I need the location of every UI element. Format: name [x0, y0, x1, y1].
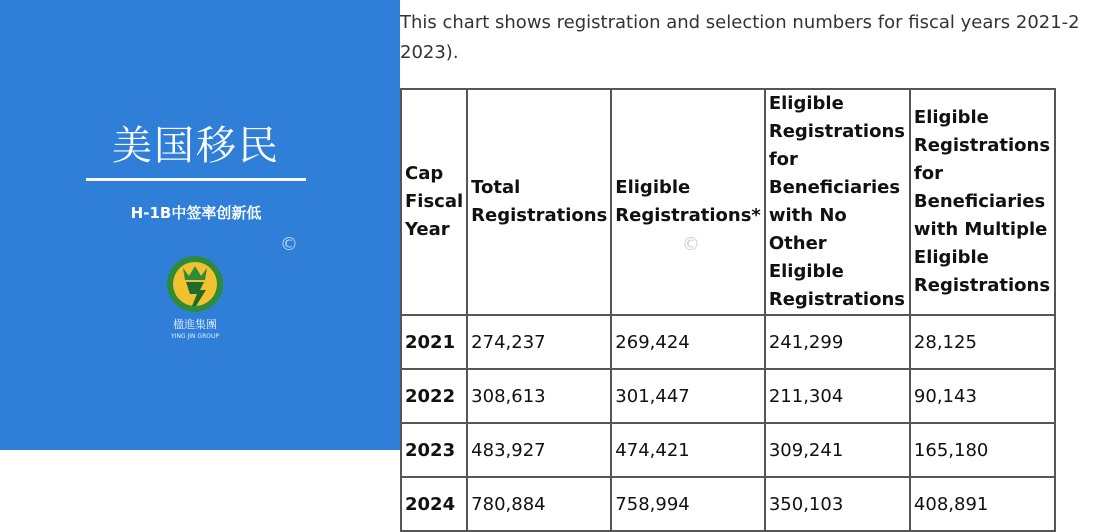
- header-multiple-eligible: Eligible Registrations for Beneficiaries with Multiple Eligible Registrations: [910, 89, 1055, 315]
- cell-no-other: 211,304: [765, 369, 910, 423]
- banner-subtitle: H-1B中签率创新低: [130, 204, 262, 222]
- copyright-icon: ©: [280, 234, 298, 255]
- intro-line-1: This chart shows registration and selection numbers for fiscal years 2021-2: [400, 12, 1080, 33]
- header-no-other-eligible: Eligible Registrations for Beneficiaries with No Other Eligible Registrations: [765, 89, 910, 315]
- title-divider: [86, 178, 306, 181]
- cell-eligible: 758,994: [611, 477, 765, 531]
- cell-multiple: 28,125: [910, 315, 1055, 369]
- cell-multiple: 90,143: [910, 369, 1055, 423]
- table-row: [401, 423, 1055, 477]
- copyright-watermark-icon: ©: [682, 234, 700, 255]
- logo-english-name: YING JIN GROUP: [171, 333, 219, 340]
- banner-title: 美国移民: [112, 123, 280, 169]
- cell-year: 2024: [401, 477, 467, 531]
- intro-line-2: 2023).: [400, 42, 459, 63]
- cell-eligible: 269,424: [611, 315, 765, 369]
- table-header-row: [401, 89, 1055, 315]
- table-row: [401, 477, 1055, 531]
- cell-total: 308,613: [467, 369, 611, 423]
- cell-no-other: 309,241: [765, 423, 910, 477]
- intro-paragraph: [400, 8, 1120, 68]
- cell-no-other: 241,299: [765, 315, 910, 369]
- table-row: [401, 315, 1055, 369]
- cell-total: 274,237: [467, 315, 611, 369]
- left-banner: [0, 0, 400, 450]
- article-content: [400, 0, 1080, 515]
- cell-year: 2023: [401, 423, 467, 477]
- cell-total: 483,927: [467, 423, 611, 477]
- table-row: [401, 369, 1055, 423]
- cell-year: 2022: [401, 369, 467, 423]
- header-eligible-registrations: Eligible Registrations*: [611, 89, 765, 315]
- cell-multiple: 165,180: [910, 423, 1055, 477]
- header-total-registrations: Total Registrations: [467, 89, 611, 315]
- cell-eligible: 301,447: [611, 369, 765, 423]
- cell-eligible: 474,421: [611, 423, 765, 477]
- logo-name: 楹進集團: [173, 318, 217, 331]
- cell-multiple: 408,891: [910, 477, 1055, 531]
- registration-table: [400, 88, 1056, 532]
- cell-year: 2021: [401, 315, 467, 369]
- cell-no-other: 350,103: [765, 477, 910, 531]
- cell-total: 780,884: [467, 477, 611, 531]
- header-fiscal-year: Cap Fiscal Year: [401, 89, 467, 315]
